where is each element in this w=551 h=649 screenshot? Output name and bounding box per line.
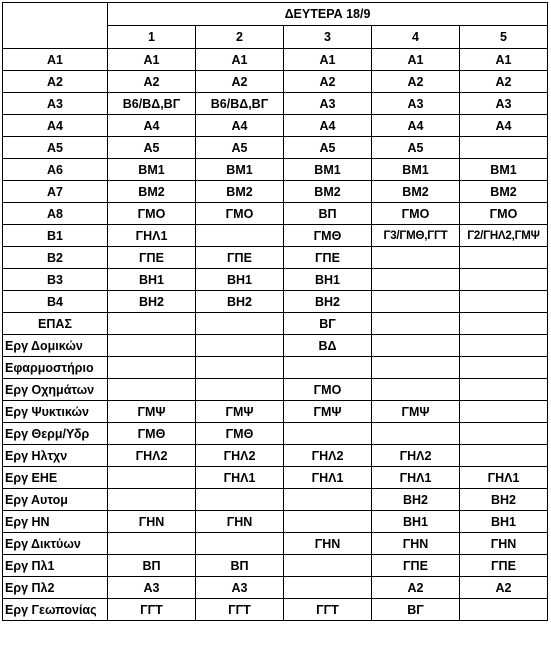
schedule-cell[interactable]: ΓΗΛ1 xyxy=(284,467,372,489)
schedule-cell[interactable] xyxy=(460,335,548,357)
schedule-cell[interactable] xyxy=(372,335,460,357)
period-header[interactable]: 2 xyxy=(196,26,284,49)
schedule-cell[interactable]: ΓΜΨ xyxy=(196,401,284,423)
schedule-cell[interactable]: Α3 xyxy=(372,93,460,115)
table-row xyxy=(3,467,548,489)
schedule-cell[interactable] xyxy=(196,335,284,357)
row-label[interactable]: Β4 xyxy=(3,291,108,313)
schedule-cell[interactable]: Α1 xyxy=(372,49,460,71)
table-row xyxy=(3,269,548,291)
row-label[interactable]: Εργ Θερμ/Υδρ xyxy=(3,423,108,445)
schedule-cell[interactable]: ΓΠΕ xyxy=(108,247,196,269)
schedule-cell[interactable]: Α4 xyxy=(372,115,460,137)
schedule-cell[interactable]: ΓΗΛ2 xyxy=(196,445,284,467)
row-label[interactable]: Α1 xyxy=(3,49,108,71)
table-row xyxy=(3,379,548,401)
schedule-cell[interactable]: ΓΜΟ xyxy=(284,379,372,401)
schedule-cell[interactable] xyxy=(196,225,284,247)
schedule-cell[interactable]: Α3 xyxy=(460,93,548,115)
schedule-cell[interactable]: ΓΗΝ xyxy=(108,511,196,533)
table-row xyxy=(3,291,548,313)
table-row xyxy=(3,159,548,181)
schedule-cell[interactable] xyxy=(460,357,548,379)
schedule-cell[interactable]: ΒΗ1 xyxy=(372,511,460,533)
schedule-cell[interactable]: ΓΜΘ xyxy=(196,423,284,445)
schedule-cell[interactable]: ΓΠΕ xyxy=(460,555,548,577)
row-label[interactable]: Εργ Πλ1 xyxy=(3,555,108,577)
table-row xyxy=(3,71,548,93)
schedule-cell[interactable]: ΓΓΤ xyxy=(196,599,284,621)
schedule-cell[interactable]: Α5 xyxy=(372,137,460,159)
table-row xyxy=(3,489,548,511)
row-label[interactable]: Εργ Ψυκτικών xyxy=(3,401,108,423)
row-label[interactable]: Β2 xyxy=(3,247,108,269)
table-row xyxy=(3,115,548,137)
table-row xyxy=(3,93,548,115)
schedule-cell[interactable]: ΓΗΛ2 xyxy=(108,445,196,467)
schedule-cell[interactable]: ΒΓ xyxy=(284,313,372,335)
day-title[interactable]: ΔΕΥΤΕΡΑ 18/9 xyxy=(108,3,548,26)
schedule-cell[interactable]: ΓΜΘ xyxy=(284,225,372,247)
schedule-cell[interactable]: ΓΓΤ xyxy=(284,599,372,621)
schedule-cell[interactable] xyxy=(196,357,284,379)
schedule-cell[interactable] xyxy=(284,357,372,379)
schedule-cell[interactable] xyxy=(460,445,548,467)
row-label[interactable]: Εργ Ηλτχν xyxy=(3,445,108,467)
row-label[interactable]: Εργ Πλ2 xyxy=(3,577,108,599)
schedule-cell[interactable]: ΒΜ1 xyxy=(108,159,196,181)
schedule-cell[interactable] xyxy=(108,357,196,379)
day-header-row xyxy=(3,3,548,26)
schedule-cell[interactable] xyxy=(284,489,372,511)
row-label[interactable]: Εφαρμοστήριο xyxy=(3,357,108,379)
row-label[interactable]: Β3 xyxy=(3,269,108,291)
schedule-cell[interactable] xyxy=(108,533,196,555)
table-row xyxy=(3,335,548,357)
table-row xyxy=(3,401,548,423)
schedule-cell[interactable]: ΓΠΕ xyxy=(284,247,372,269)
table-row xyxy=(3,555,548,577)
schedule-cell[interactable]: ΓΗΝ xyxy=(372,533,460,555)
row-label[interactable]: Εργ Δικτύων xyxy=(3,533,108,555)
row-label[interactable]: ΕΠΑΣ xyxy=(3,313,108,335)
schedule-cell[interactable]: Α2 xyxy=(460,71,548,93)
schedule-cell[interactable]: ΒΓ xyxy=(372,599,460,621)
table-row xyxy=(3,357,548,379)
schedule-cell[interactable] xyxy=(284,555,372,577)
schedule-cell[interactable]: ΓΜΟ xyxy=(372,203,460,225)
schedule-cell[interactable] xyxy=(372,291,460,313)
schedule-cell[interactable]: Α3 xyxy=(284,93,372,115)
schedule-cell[interactable]: ΒΜ2 xyxy=(460,181,548,203)
period-header[interactable]: 4 xyxy=(372,26,460,49)
schedule-cell[interactable] xyxy=(284,511,372,533)
schedule-cell[interactable] xyxy=(460,379,548,401)
row-label[interactable]: Εργ ΕΗΕ xyxy=(3,467,108,489)
schedule-cell[interactable]: ΒΗ2 xyxy=(284,291,372,313)
row-label[interactable]: Εργ Αυτομ xyxy=(3,489,108,511)
schedule-cell[interactable]: ΒΜ1 xyxy=(460,159,548,181)
schedule-cell[interactable]: Α4 xyxy=(460,115,548,137)
schedule-cell[interactable]: Α4 xyxy=(284,115,372,137)
schedule-cell[interactable] xyxy=(372,247,460,269)
schedule-cell[interactable] xyxy=(196,489,284,511)
schedule-cell[interactable]: Α4 xyxy=(108,115,196,137)
row-label[interactable]: Α8 xyxy=(3,203,108,225)
schedule-cell[interactable]: ΓΜΨ xyxy=(372,401,460,423)
schedule-cell[interactable]: ΓΗΛ1 xyxy=(460,467,548,489)
schedule-cell[interactable]: Α3 xyxy=(196,577,284,599)
schedule-cell[interactable] xyxy=(108,335,196,357)
schedule-cell[interactable] xyxy=(108,379,196,401)
corner-cell[interactable] xyxy=(3,3,108,49)
schedule-cell[interactable]: Α1 xyxy=(196,49,284,71)
schedule-cell[interactable] xyxy=(460,599,548,621)
schedule-cell[interactable]: ΓΜΟ xyxy=(196,203,284,225)
schedule-cell[interactable]: ΓΜΨ xyxy=(108,401,196,423)
schedule-cell[interactable]: ΒΜ1 xyxy=(196,159,284,181)
row-label[interactable]: Β1 xyxy=(3,225,108,247)
schedule-cell[interactable]: Α5 xyxy=(284,137,372,159)
table-row xyxy=(3,577,548,599)
row-label[interactable]: Α7 xyxy=(3,181,108,203)
row-label[interactable]: Εργ Γεωπονίας xyxy=(3,599,108,621)
schedule-cell[interactable] xyxy=(108,313,196,335)
table-row xyxy=(3,423,548,445)
schedule-cell[interactable]: Α5 xyxy=(196,137,284,159)
row-label[interactable]: Α4 xyxy=(3,115,108,137)
schedule-cell[interactable] xyxy=(284,423,372,445)
schedule-cell[interactable]: ΓΓΤ xyxy=(108,599,196,621)
table-row xyxy=(3,137,548,159)
schedule-cell[interactable]: ΒΗ1 xyxy=(284,269,372,291)
schedule-cell[interactable]: ΒΗ1 xyxy=(108,269,196,291)
schedule-cell[interactable]: Α4 xyxy=(196,115,284,137)
schedule-cell[interactable]: ΒΗ2 xyxy=(196,291,284,313)
table-row xyxy=(3,225,548,247)
schedule-cell[interactable]: Β6/ΒΔ,ΒΓ xyxy=(196,93,284,115)
period-header[interactable]: 1 xyxy=(108,26,196,49)
schedule-cell[interactable]: ΓΗΛ1 xyxy=(196,467,284,489)
table-row xyxy=(3,445,548,467)
schedule-cell[interactable] xyxy=(196,533,284,555)
schedule-cell[interactable] xyxy=(196,313,284,335)
table-row xyxy=(3,511,548,533)
schedule-cell[interactable] xyxy=(460,423,548,445)
schedule-cell[interactable]: Α2 xyxy=(196,71,284,93)
schedule-cell[interactable]: Α1 xyxy=(108,49,196,71)
schedule-cell[interactable]: ΒΜ2 xyxy=(108,181,196,203)
schedule-cell[interactable]: ΓΗΝ xyxy=(460,533,548,555)
schedule-cell[interactable]: ΒΠ xyxy=(108,555,196,577)
schedule-cell[interactable]: ΓΗΝ xyxy=(284,533,372,555)
period-header[interactable]: 5 xyxy=(460,26,548,49)
schedule-cell[interactable]: ΓΗΛ1 xyxy=(372,467,460,489)
schedule-cell[interactable]: ΒΔ xyxy=(284,335,372,357)
schedule-cell[interactable] xyxy=(372,313,460,335)
table-row xyxy=(3,599,548,621)
schedule-cell[interactable]: Α2 xyxy=(460,577,548,599)
schedule-cell[interactable]: Α2 xyxy=(372,71,460,93)
schedule-cell[interactable]: Α3 xyxy=(108,577,196,599)
schedule-cell[interactable]: ΒΜ1 xyxy=(372,159,460,181)
schedule-cell[interactable] xyxy=(460,313,548,335)
schedule-cell[interactable]: ΒΜ2 xyxy=(372,181,460,203)
row-label[interactable]: Εργ Οχημάτων xyxy=(3,379,108,401)
schedule-cell[interactable]: ΓΗΝ xyxy=(196,511,284,533)
schedule-cell[interactable]: ΒΠ xyxy=(284,203,372,225)
schedule-cell[interactable]: ΓΗΛ2 xyxy=(372,445,460,467)
schedule-cell[interactable] xyxy=(108,489,196,511)
schedule-cell[interactable]: Γ2/ΓΗΛ2,ΓΜΨ xyxy=(460,225,548,247)
schedule-cell[interactable]: ΓΗΛ2 xyxy=(284,445,372,467)
schedule-cell[interactable]: ΒΗ2 xyxy=(372,489,460,511)
schedule-cell[interactable] xyxy=(460,401,548,423)
schedule-cell[interactable]: Α1 xyxy=(284,49,372,71)
schedule-cell[interactable]: ΒΗ1 xyxy=(460,511,548,533)
schedule-cell[interactable]: ΒΗ2 xyxy=(460,489,548,511)
schedule-cell[interactable] xyxy=(372,379,460,401)
row-label[interactable]: Α5 xyxy=(3,137,108,159)
schedule-cell[interactable]: ΒΗ2 xyxy=(108,291,196,313)
schedule-cell[interactable]: Α2 xyxy=(284,71,372,93)
schedule-cell[interactable]: Γ3/ΓΜΘ,ΓΓΤ xyxy=(372,225,460,247)
schedule-cell[interactable] xyxy=(372,269,460,291)
table-row xyxy=(3,533,548,555)
table-row xyxy=(3,247,548,269)
schedule-cell[interactable]: Α2 xyxy=(372,577,460,599)
row-label[interactable]: Α6 xyxy=(3,159,108,181)
schedule-cell[interactable] xyxy=(372,423,460,445)
schedule-cell[interactable] xyxy=(108,467,196,489)
row-label[interactable]: Α2 xyxy=(3,71,108,93)
schedule-cell[interactable]: Β6/ΒΔ,ΒΓ xyxy=(108,93,196,115)
row-label[interactable]: Α3 xyxy=(3,93,108,115)
schedule-cell[interactable]: ΓΗΛ1 xyxy=(108,225,196,247)
schedule-cell[interactable]: Α2 xyxy=(108,71,196,93)
schedule-cell[interactable]: Α1 xyxy=(460,49,548,71)
schedule-cell[interactable]: Α5 xyxy=(108,137,196,159)
schedule-cell[interactable]: ΓΜΟ xyxy=(108,203,196,225)
schedule-cell[interactable]: ΓΜΟ xyxy=(460,203,548,225)
schedule-cell[interactable] xyxy=(460,247,548,269)
table-row xyxy=(3,203,548,225)
row-label[interactable]: Εργ Δομικών xyxy=(3,335,108,357)
schedule-body xyxy=(3,3,548,621)
schedule-table xyxy=(2,2,548,621)
schedule-cell[interactable]: ΒΠ xyxy=(196,555,284,577)
schedule-cell[interactable]: ΒΗ1 xyxy=(196,269,284,291)
schedule-cell[interactable] xyxy=(460,137,548,159)
schedule-cell[interactable] xyxy=(460,291,548,313)
schedule-cell[interactable]: ΒΜ2 xyxy=(284,181,372,203)
schedule-cell[interactable]: ΓΠΕ xyxy=(196,247,284,269)
schedule-cell[interactable]: ΒΜ2 xyxy=(196,181,284,203)
schedule-cell[interactable]: ΓΜΘ xyxy=(108,423,196,445)
schedule-cell[interactable]: ΓΜΨ xyxy=(284,401,372,423)
schedule-cell[interactable] xyxy=(196,379,284,401)
period-header[interactable]: 3 xyxy=(284,26,372,49)
schedule-cell[interactable] xyxy=(284,577,372,599)
table-row xyxy=(3,181,548,203)
schedule-cell[interactable] xyxy=(460,269,548,291)
schedule-cell[interactable]: ΒΜ1 xyxy=(284,159,372,181)
table-row xyxy=(3,49,548,71)
row-label[interactable]: Εργ ΗΝ xyxy=(3,511,108,533)
schedule-cell[interactable]: ΓΠΕ xyxy=(372,555,460,577)
table-row xyxy=(3,313,548,335)
schedule-cell[interactable] xyxy=(372,357,460,379)
